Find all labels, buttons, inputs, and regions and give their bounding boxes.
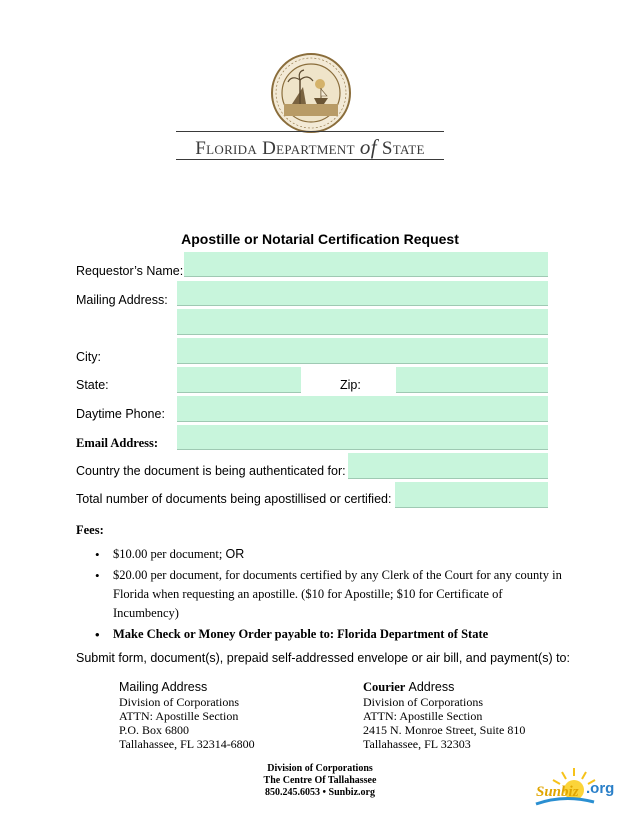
fee-item-payable-text: Make Check or Money Order payable to: Florida Department of State bbox=[113, 627, 489, 641]
fees-list bbox=[95, 545, 565, 646]
email-address-label: Email Address: bbox=[76, 436, 159, 450]
courier-heading-bold: Courier bbox=[363, 680, 406, 694]
requestor-name-label: Requestor’s Name: bbox=[76, 264, 184, 278]
mailing-address-block bbox=[119, 680, 255, 751]
zip-field[interactable] bbox=[396, 367, 548, 393]
sunbiz-logo-text: Sunbiz bbox=[536, 784, 579, 800]
total-documents-field[interactable] bbox=[395, 482, 548, 508]
fee-item-standard bbox=[95, 545, 565, 564]
fee-item-or: OR bbox=[225, 547, 245, 561]
mailing-address-line2: ATTN: Apostille Section bbox=[119, 709, 239, 723]
city-label: City: bbox=[76, 350, 101, 364]
city-field[interactable] bbox=[177, 338, 548, 364]
country-label: Country the document is being authenticated for: bbox=[76, 464, 346, 478]
sunbiz-logo-org: .org bbox=[586, 780, 615, 797]
fees-heading: Fees: bbox=[76, 523, 104, 537]
email-address-field[interactable] bbox=[177, 425, 548, 450]
mailing-address-line3: P.O. Box 6800 bbox=[119, 723, 190, 737]
zip-label: Zip: bbox=[340, 378, 361, 392]
department-name-part1: Florida Department bbox=[195, 138, 355, 159]
country-field[interactable] bbox=[348, 453, 548, 479]
mailing-address-label: Mailing Address: bbox=[76, 293, 168, 307]
department-name-of: of bbox=[359, 135, 377, 159]
sunbiz-logo bbox=[534, 764, 620, 810]
state-label: State: bbox=[76, 378, 109, 392]
department-wordmark bbox=[176, 131, 444, 161]
state-field[interactable] bbox=[177, 367, 301, 393]
fee-item-clerk-text: $20.00 per document, for documents certified by any Clerk of the Court for any county in Florida when requesting an apostille. ($10 for Apostille; $10 for Certificate of Incumbency) bbox=[113, 568, 562, 620]
requestor-name-field[interactable] bbox=[184, 252, 548, 277]
mailing-address-heading: Mailing Address bbox=[119, 680, 208, 694]
mailing-address-field-line1[interactable] bbox=[177, 281, 548, 306]
daytime-phone-field[interactable] bbox=[177, 396, 548, 422]
form-title: Apostille or Notarial Certification Request bbox=[181, 231, 459, 247]
courier-address-line3: 2415 N. Monroe Street, Suite 810 bbox=[363, 723, 526, 737]
submit-instructions: Submit form, document(s), prepaid self-addressed envelope or air bill, and payment(s) to: bbox=[76, 651, 570, 665]
courier-address-line1: Division of Corporations bbox=[363, 695, 483, 709]
footer-line3: 850.245.6053 • Sunbiz.org bbox=[265, 787, 375, 798]
mailing-address-field-line2[interactable] bbox=[177, 309, 548, 335]
footer-line2: The Centre Of Tallahassee bbox=[263, 775, 377, 786]
footer-line1: Division of Corporations bbox=[267, 763, 373, 774]
courier-address-line2: ATTN: Apostille Section bbox=[363, 709, 483, 723]
fee-item-standard-text: $10.00 per document; bbox=[113, 547, 223, 561]
total-documents-label: Total number of documents being apostillised or certified: bbox=[76, 492, 392, 506]
courier-address-line4: Tallahassee, FL 32303 bbox=[363, 737, 471, 751]
mailing-address-line1: Division of Corporations bbox=[119, 695, 239, 709]
courier-heading-rest: Address bbox=[408, 680, 455, 694]
daytime-phone-label: Daytime Phone: bbox=[76, 407, 165, 421]
fee-item-payable bbox=[95, 625, 565, 644]
courier-address-heading bbox=[363, 680, 525, 694]
state-seal bbox=[270, 52, 352, 134]
courier-address-block bbox=[363, 680, 525, 751]
fee-item-clerk bbox=[95, 566, 565, 623]
mailing-address-line4: Tallahassee, FL 32314-6800 bbox=[119, 737, 255, 751]
department-name-part2: State bbox=[381, 138, 425, 159]
